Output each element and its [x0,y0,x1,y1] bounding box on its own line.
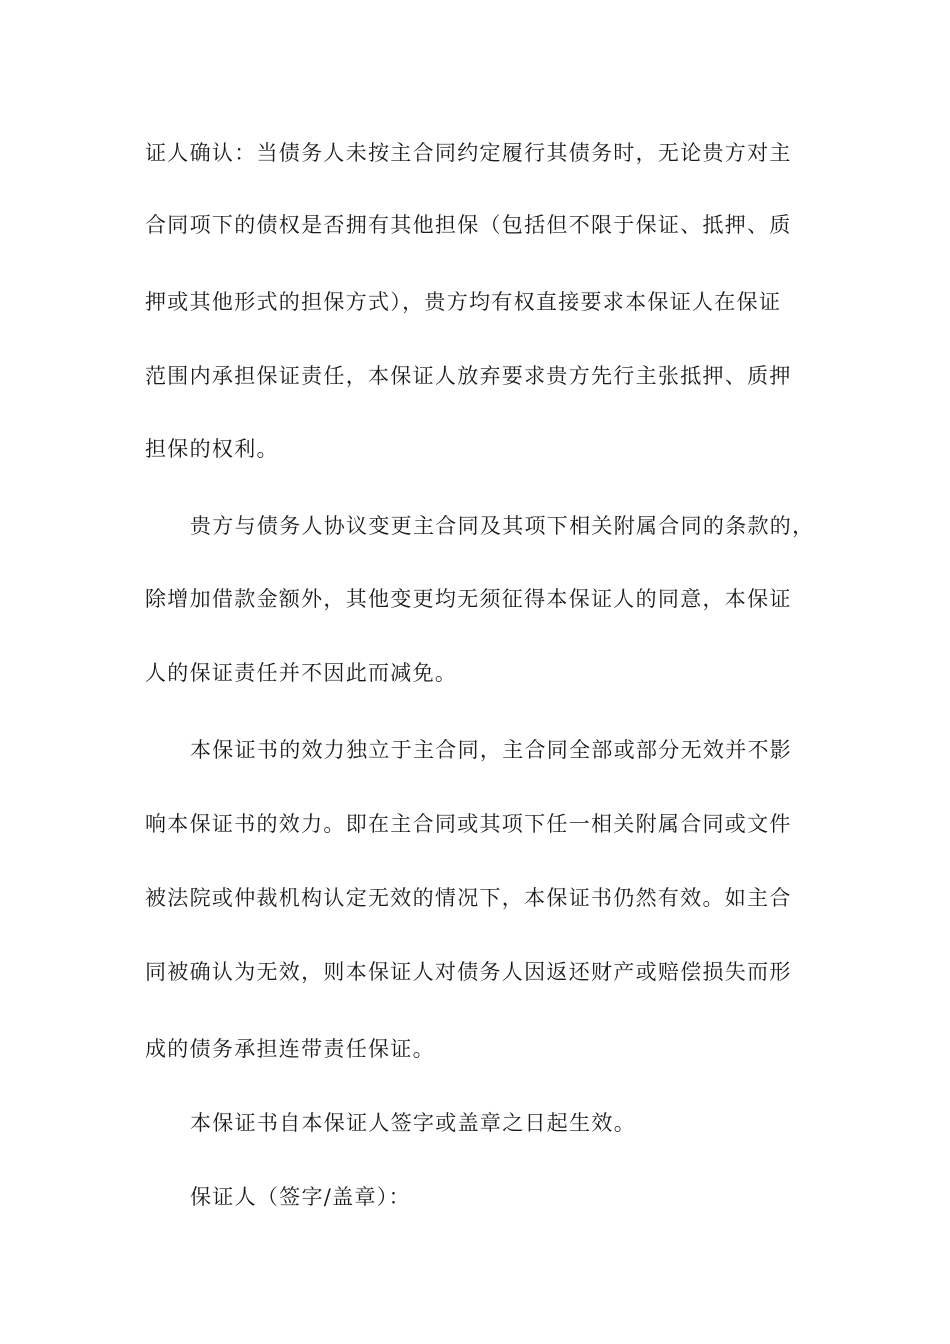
paragraph-2-line-2: 除增加借款金额外，其他变更均无须征得本保证人的同意，本保证 [145,587,792,611]
paragraph-3-line-1: 本保证书的效力独立于主合同，主合同全部或部分无效并不影 [190,738,793,762]
paragraph-1-line-2: 合同项下的债权是否拥有其他担保（包括但不限于保证、抵押、质 [145,213,792,237]
paragraph-3-line-3: 被法院或仲裁机构认定无效的情况下，本保证书仍然有效。如主合 [145,886,792,910]
paragraph-3-line-5: 成的债务承担连带责任保证。 [145,1037,435,1061]
paragraph-2-line-3: 人的保证责任并不因此而减免。 [145,661,458,685]
paragraph-3-line-4: 同被确认为无效，则本保证人对债务人因返还财产或赔偿损失而形 [145,960,792,984]
paragraph-1-line-3: 押或其他形式的担保方式），贵方均有权直接要求本保证人在保证 [145,290,782,314]
paragraph-4-line-1: 本保证书自本保证人签字或盖章之日起生效。 [190,1111,636,1135]
paragraph-1-line-4: 范围内承担保证责任，本保证人放弃要求贵方先行主张抵押、质押 [145,364,792,388]
paragraph-1-line-5: 担保的权利。 [145,437,279,461]
paragraph-1-line-1: 证人确认：当债务人未按主合同约定履行其债务时，无论贵方对主 [145,141,792,165]
paragraph-2-line-1: 贵方与债务人协议变更主合同及其项下相关附属合同的条款的， [190,514,815,538]
paragraph-3-line-2: 响本保证书的效力。即在主合同或其项下任一相关附属合同或文件 [145,812,792,836]
guarantor-signature-label: 保证人（签字/盖章）： [190,1185,411,1209]
